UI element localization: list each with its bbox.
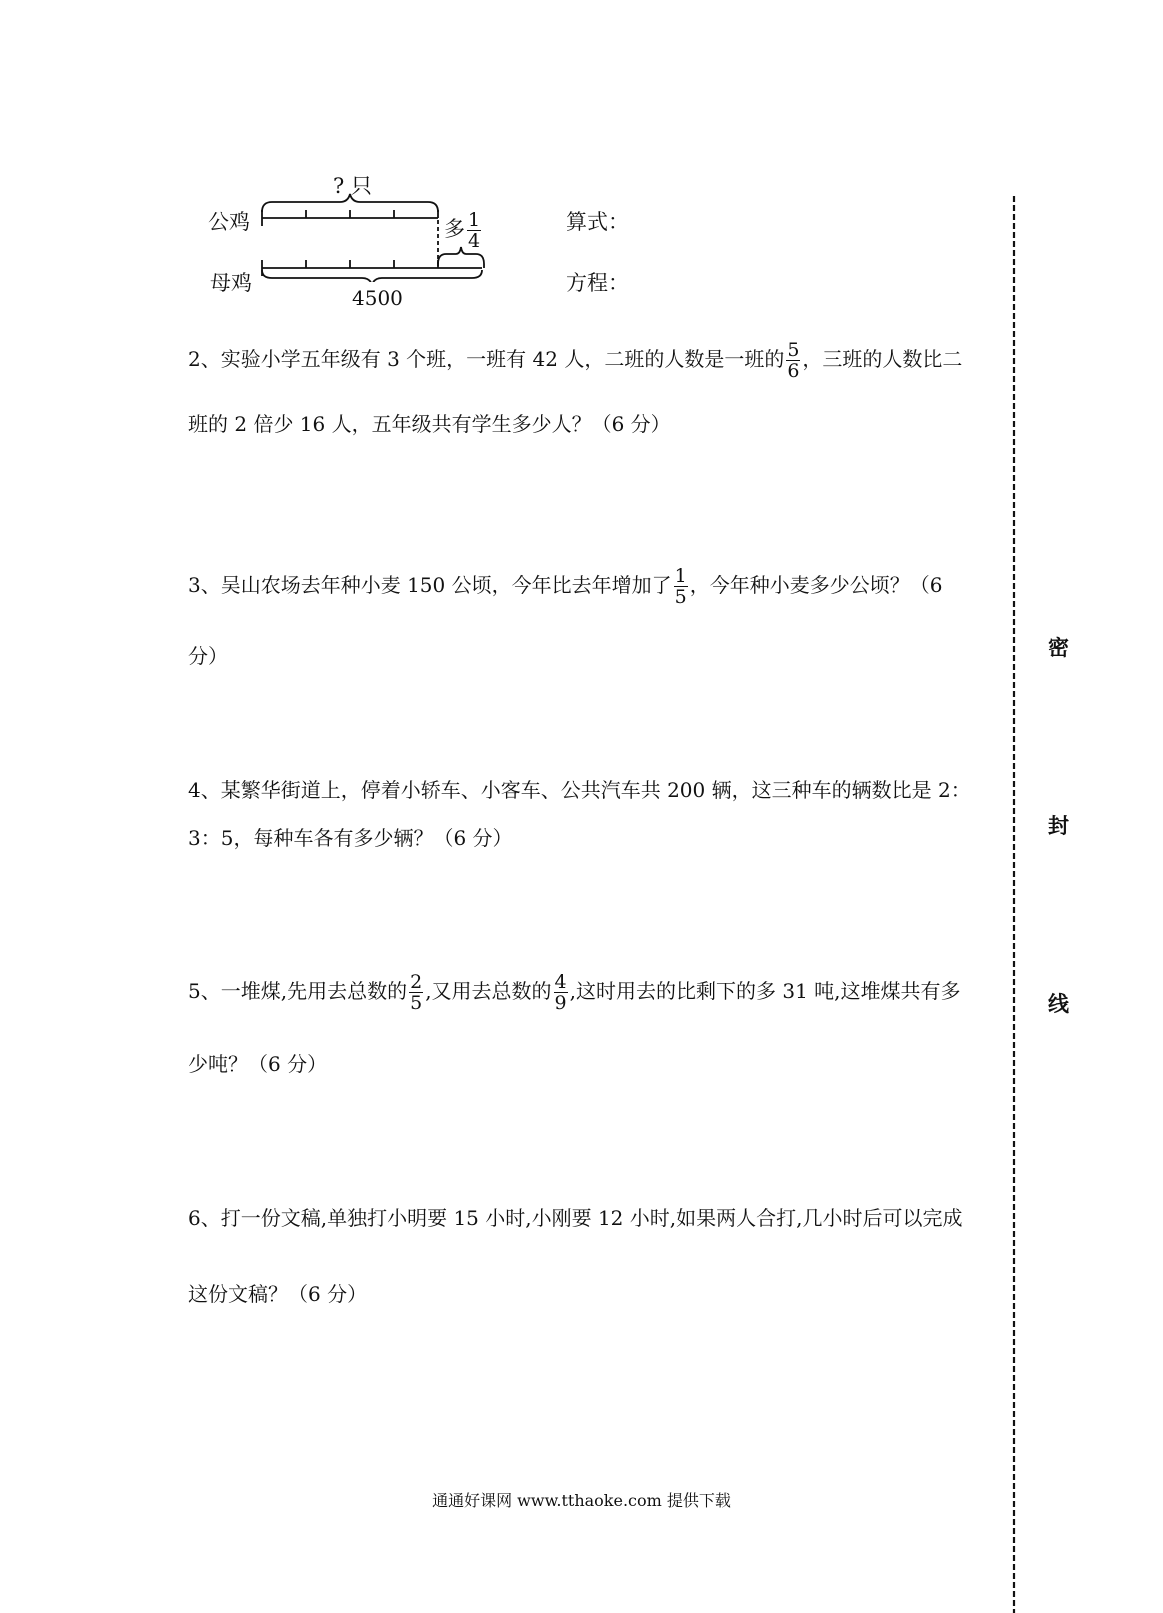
bottom-brace — [262, 270, 482, 282]
rooster-label: 公鸡 — [208, 210, 250, 234]
hen-label: 母鸡 — [210, 271, 252, 295]
formula-label: 算式： — [566, 210, 629, 234]
seal-char-feng: 封 — [1048, 814, 1069, 838]
question-6-line-2: 这份文稿？（6 分） — [188, 1282, 368, 1306]
more-prefix: 多 — [444, 217, 465, 241]
footer-source: 通通好课网 www.tthaoke.com 提供下载 — [432, 1491, 731, 1510]
question-6-line-1: 6、打一份文稿,单独打小明要 15 小时,小刚要 12 小时,如果两人合打,几小时后可以完成 — [188, 1206, 963, 1230]
question-3-line-2: 分） — [188, 644, 228, 668]
equation-label: 方程： — [566, 271, 629, 295]
question-5-line-2: 少吨？（6 分） — [188, 1052, 328, 1076]
question-4-line-1: 4、某繁华街道上，停着小轿车、小客车、公共汽车共 200 辆，这三种车的辆数比是 2： — [188, 778, 971, 802]
fraction-5-6: $\frac{5}{6}$ — [787, 339, 800, 382]
question-5-line-1: 5、一堆煤,先用去总数的 $\frac{2}{5}$ ,又用去总数的 $\frac{4}{9}$ ,这时用去的比剩下的多 31 吨,这堆煤共有多 — [188, 971, 961, 1014]
top-brace — [262, 194, 438, 212]
seal-char-xian: 线 — [1048, 992, 1069, 1016]
fraction-2-5: $\frac{2}{5}$ — [410, 971, 423, 1014]
fraction-4-9: $\frac{4}{9}$ — [554, 971, 567, 1014]
fraction-1-5: $\frac{1}{5}$ — [674, 565, 687, 608]
seal-char-mi: 密 — [1048, 636, 1069, 660]
question-4-line-2: 3：5，每种车各有多少辆？（6 分） — [188, 826, 513, 850]
question-2-line-2: 班的 2 倍少 16 人，五年级共有学生多少人？（6 分） — [188, 412, 671, 436]
hen-total-value: 4500 — [352, 286, 403, 310]
fraction-one-quarter: $\frac{1}{4}$ — [468, 209, 481, 252]
question-2-line-1: 2、实验小学五年级有 3 个班，一班有 42 人，二班的人数是一班的 $\frac{5}{6}$ ，三班的人数比二 — [188, 339, 963, 382]
seal-dashed-line — [1008, 196, 1020, 1613]
question-mark-label: ? 只 — [333, 174, 372, 198]
question-3-line-1: 3、吴山农场去年种小麦 150 公顷，今年比去年增加了 $\frac{1}{5}$ ，今年种小麦多少公顷？（6 — [188, 565, 943, 608]
more-label — [444, 210, 483, 251]
